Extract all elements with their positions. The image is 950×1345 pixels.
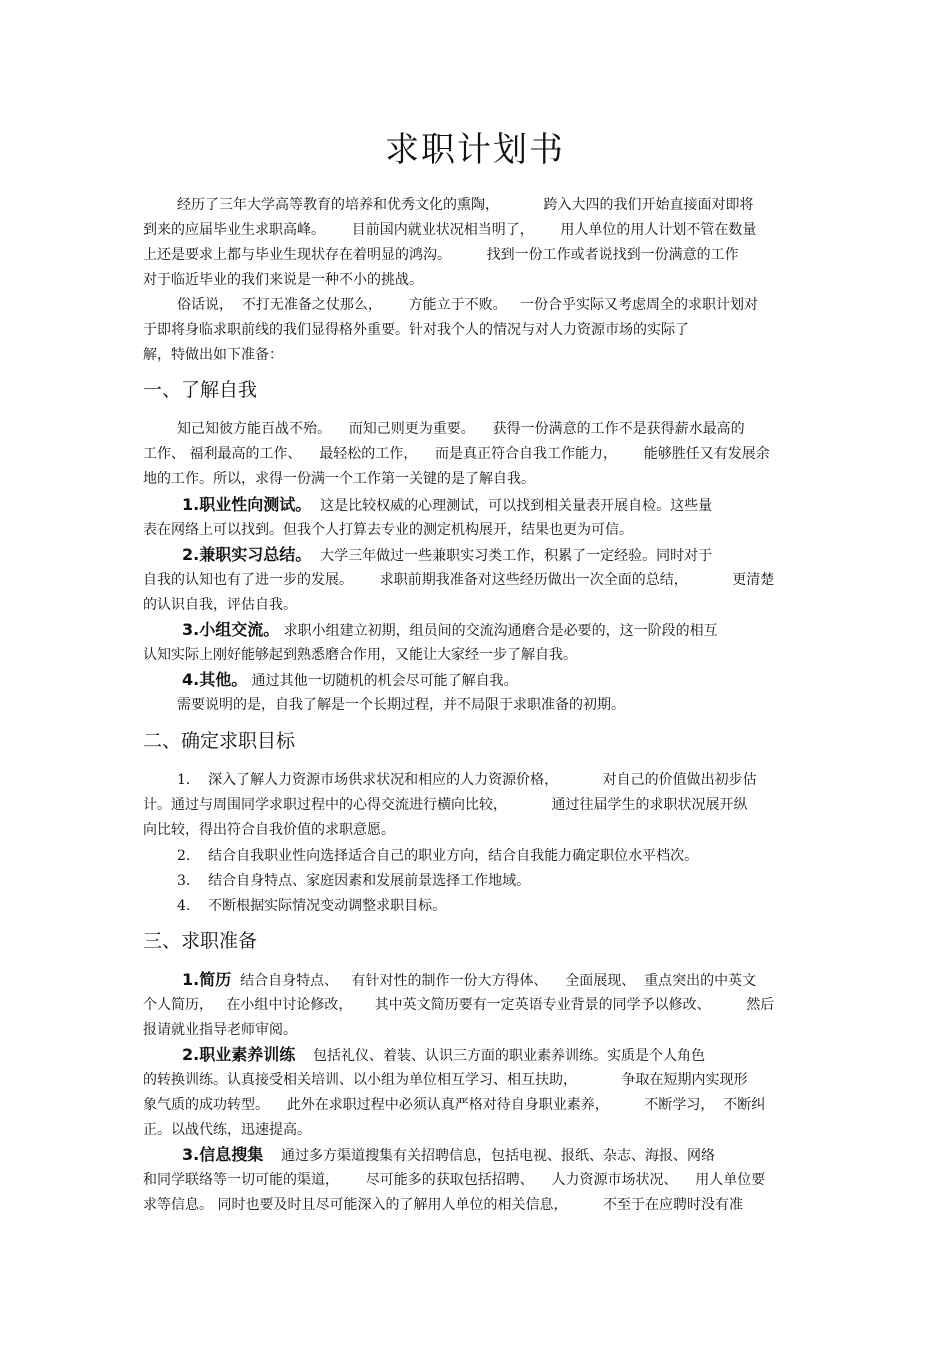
paragraph-line: 向比较，得出符合自我价值的求职意愿。 [143, 822, 395, 838]
paragraph-line: 的转换训练。认真接受相关培训、以小组为单位相互学习、相互扶助， 争取在短期内实现形 [143, 1072, 748, 1088]
list-item: 2. 结合自我职业性向选择适合自己的职业方向，结合自我能力确定职位水平档次。 [177, 848, 699, 864]
paragraph-line: 正。以战代练，迅速提高。 [143, 1122, 311, 1138]
paragraph-line: 自我的认知也有了进一步的发展。 求职前期我准备对这些经历做出一次全面的总结， 更清楚 [143, 572, 775, 588]
list-item [182, 970, 756, 990]
intro-line: 经历了三年大学高等教育的培养和优秀文化的熏陶， 跨入大四的我们开始直接面对即将 [177, 197, 754, 213]
intro-line: 于即将身临求职前线的我们显得格外重要。针对我个人的情况与对人力资源市场的实际了 [143, 322, 689, 338]
list-item [182, 1145, 715, 1165]
item-lead: 3.信息搜集 [182, 1145, 264, 1164]
list-item: 4. 不断根据实际情况变动调整求职目标。 [177, 898, 447, 914]
paragraph-line: 需要说明的是，自我了解是一个长期过程，并不局限于求职准备的初期。 [177, 697, 625, 713]
item-text: 这是比较权威的心理测试，可以找到相关量表开展自检。这些量 [311, 498, 713, 514]
item-lead: 1.职业性向测试。 [182, 495, 312, 514]
paragraph-line: 个人简历， 在小组中讨论修改， 其中英文简历要有一定英语专业背景的同学予以修改、 然后 [143, 997, 775, 1013]
item-text: 求职小组建立初期，组员间的交流沟通磨合是必要的，这一阶段的相互 [279, 623, 718, 639]
item-lead: 1.简历 [182, 970, 232, 989]
paragraph-line: 知己知彼方能百战不殆。 而知己则更为重要。 获得一份满意的工作不是获得薪水最高的 [177, 421, 745, 437]
paragraph-line: 和同学联络等一切可能的渠道， 尽可能多的获取包括招聘、 人力资源市场状况、 用人单位要 [143, 1172, 766, 1188]
paragraph-line: 工作、 福利最高的工作、 最轻松的工作， 而是真正符合自我工作能力， 能够胜任又有发展余 [143, 446, 770, 462]
intro-line: 对于临近毕业的我们来说是一种不小的挑战。 [143, 272, 423, 288]
section-heading: 二、确定求职目标 [143, 730, 296, 752]
page-title: 求职计划书 [385, 130, 565, 170]
item-lead: 3.小组交流。 [182, 620, 280, 639]
list-item: 1. 深入了解人力资源市场供求状况和相应的人力资源价格， 对自己的价值做出初步估 [177, 772, 757, 788]
paragraph-line: 认知实际上刚好能够起到熟悉磨合作用，又能让大家经一步了解自我。 [143, 647, 577, 663]
intro-line: 上还是要求上都与毕业生现状存在着明显的鸿沟。 找到一份工作或者说找到一份满意的工作 [143, 247, 739, 263]
item-lead: 2.兼职实习总结。 [182, 545, 312, 564]
paragraph-line: 求等信息。 同时也要及时且尽可能深入的了解用人单位的相关信息， 不至于在应聘时没有准 [143, 1197, 744, 1213]
list-item [182, 545, 712, 565]
list-item [182, 495, 712, 515]
paragraph-line: 计。通过与周围同学求职过程中的心得交流进行横向比较， 通过往届学生的求职状况展开纵 [143, 797, 748, 813]
intro-line: 解，特做出如下准备： [143, 347, 283, 363]
list-item: 3. 结合自身特点、家庭因素和发展前景选择工作地域。 [177, 873, 531, 889]
intro-line: 到来的应届毕业生求职高峰。 目前国内就业状况相当明了， 用人单位的用人计划不管在数量 [143, 222, 757, 238]
item-text: 结合自身特点、 有针对性的制作一份大方得体、 全面展现、 重点突出的中英文 [231, 973, 757, 989]
item-text: 包括礼仪、着装、认识三方面的职业素养训练。实质是个人角色 [295, 1048, 706, 1064]
item-text: 大学三年做过一些兼职实习类工作，积累了一定经验。同时对于 [311, 548, 713, 564]
paragraph-line: 的认识自我，评估自我。 [143, 597, 297, 613]
paragraph-line: 表在网络上可以找到。但我个人打算去专业的测定机构展开，结果也更为可信。 [143, 522, 633, 538]
paragraph-line: 地的工作。所以，求得一份满一个工作第一关键的是了解自我。 [143, 471, 535, 487]
paragraph-line: 象气质的成功转型。 此外在求职过程中必须认真严格对待自身职业素养， 不断学习， 不断纠 [143, 1097, 766, 1113]
item-lead: 2.职业素养训练 [182, 1045, 296, 1064]
paragraph-line: 报请就业指导老师审阅。 [143, 1022, 297, 1038]
list-item [182, 620, 718, 640]
list-item [182, 670, 518, 690]
item-text: 通过其他一切随机的机会尽可能了解自我。 [247, 673, 518, 689]
item-lead: 4.其他。 [182, 670, 248, 689]
intro-line: 俗话说， 不打无准备之仗那么， 方能立于不败。 一份合乎实际又考虑周全的求职计划对 [177, 297, 758, 313]
section-heading: 一、了解自我 [143, 379, 258, 401]
item-text: 通过多方渠道搜集有关招聘信息，包括电视、报纸、杂志、海报、网络 [263, 1148, 716, 1164]
section-heading: 三、求职准备 [143, 930, 258, 952]
list-item [182, 1045, 705, 1065]
